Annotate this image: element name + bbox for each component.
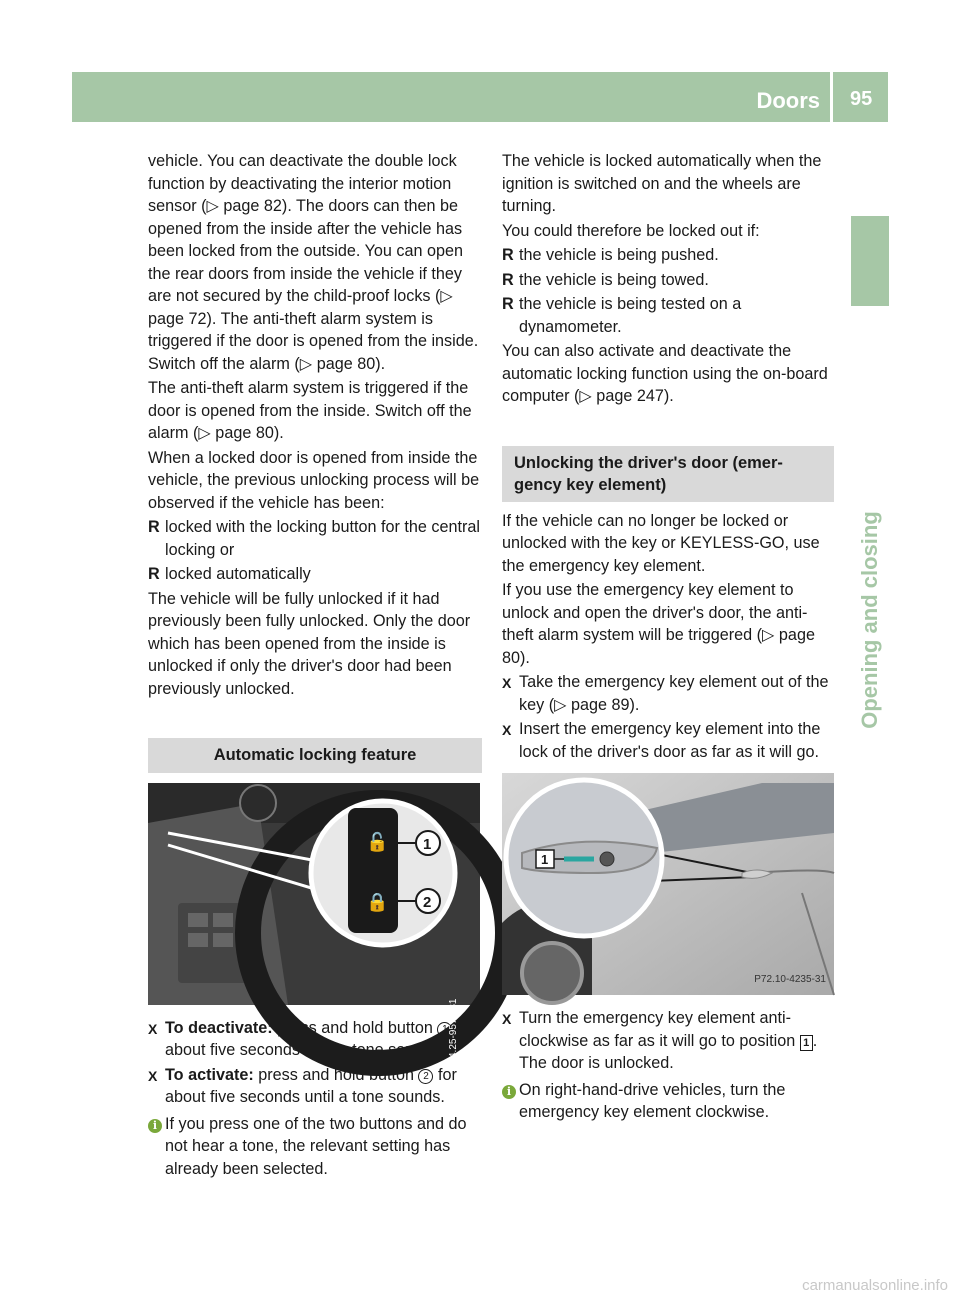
side-tab-marker [851,216,889,306]
right-paragraph-5: If you use the emergency key element to unlock and open the driver's door, the anti-theft alarm system will be triggered (▷ page 80). [502,581,815,667]
info-icon: i [502,1085,516,1099]
step-turn-key: X Turn the emergency key element anti-clockwise as far as it will go to position 1 . The door is unlocked. [502,1009,818,1072]
right-paragraph-4: If the vehicle can no longer be locked or unlocked with the key or KEYLESS-GO, use the emergency key element. [502,511,820,575]
section-heading-automatic-locking: Automatic locking feature [148,738,482,773]
header-title: Doors [756,88,820,113]
step-insert-key: X Insert the emergency key element into the lock of the driver's door as far as it will go. [502,720,821,761]
figure-code: P72.10-4235-31 [754,973,826,985]
list-item: R the vehicle is being tested on a dynamometer. [502,295,742,336]
svg-text:🔒: 🔒 [366,891,389,913]
svg-text:🔓: 🔓 [366,831,389,853]
list-item: R locked automatically [148,565,311,583]
footer-watermark: carmanualsonline.info [802,1277,948,1294]
header-separator [830,72,833,122]
list-item: R locked with the locking button for the central locking or [148,518,480,559]
left-paragraph-2: The anti-theft alarm system is triggered if the door is opened from the inside. Switch off the alarm (▷ page 80). [148,379,472,442]
svg-text:1: 1 [423,835,432,853]
left-column [148,150,482,1182]
section-heading-emergency-key: Unlocking the driver's door (emer- gency key element) [502,446,834,502]
right-paragraph-1: The vehicle is locked automatically when the ignition is switched on and the wheels are turning. [502,152,822,215]
svg-text:1: 1 [541,852,549,867]
page-number: 95 [850,88,873,110]
door-handle-illustration [502,773,834,995]
info-icon: i [148,1119,162,1133]
right-column [502,150,834,1126]
steering-wheel-illustration [148,783,480,1005]
info-note: i On right-hand-drive vehicles, turn the emergency key element clockwise. [502,1079,834,1124]
door-lock-figure [502,773,834,995]
list-item: R the vehicle is being towed. [502,270,709,289]
list-item: R the vehicle is being pushed. [502,246,719,264]
step-deactivate: X To deactivate: press and hold button 1 for about five seconds until a tone sounds. [148,1018,476,1059]
info-note: i If you press one of the two buttons and do not hear a tone, the relevant setting has already been selected. [148,1113,482,1181]
side-tab-label: Opening and closing [857,511,882,729]
right-paragraph-2: You could therefore be locked out if: [502,221,760,240]
left-paragraph-4: The vehicle will be fully unlocked if it had previously been fully unlocked. Only the door which has been opened from the inside is unlocked if only the driver's door had been previously unlocked. [148,589,471,698]
left-paragraph-1: vehicle. You can deactivate the double lock function by deactivating the interior motion sensor (▷ page 82). The doors can then be opened from the inside after the vehicle has been locked from the outside. You can open the rear doors from inside the vehicle if they are not secured by the child-proof locks (▷ page 72). The anti-theft alarm system is triggered if the door is opened from the inside. Switch off the alarm (▷ page 80). [148,152,479,373]
step-activate: X To activate: press and hold button 2 for about five seconds until a tone sounds. [148,1065,457,1106]
right-paragraph-3: You can also activate and deactivate the automatic locking function using the on-board computer (▷ page 247). [502,342,828,405]
svg-text:2: 2 [423,893,432,911]
left-paragraph-3: When a locked door is opened from inside the vehicle, the previous unlocking process will be observed if the vehicle has been: [148,448,480,512]
step-take-key: X Take the emergency key element out of the key (▷ page 89). [502,673,829,714]
figure-code: P54.25-9571-31 [448,998,460,1071]
